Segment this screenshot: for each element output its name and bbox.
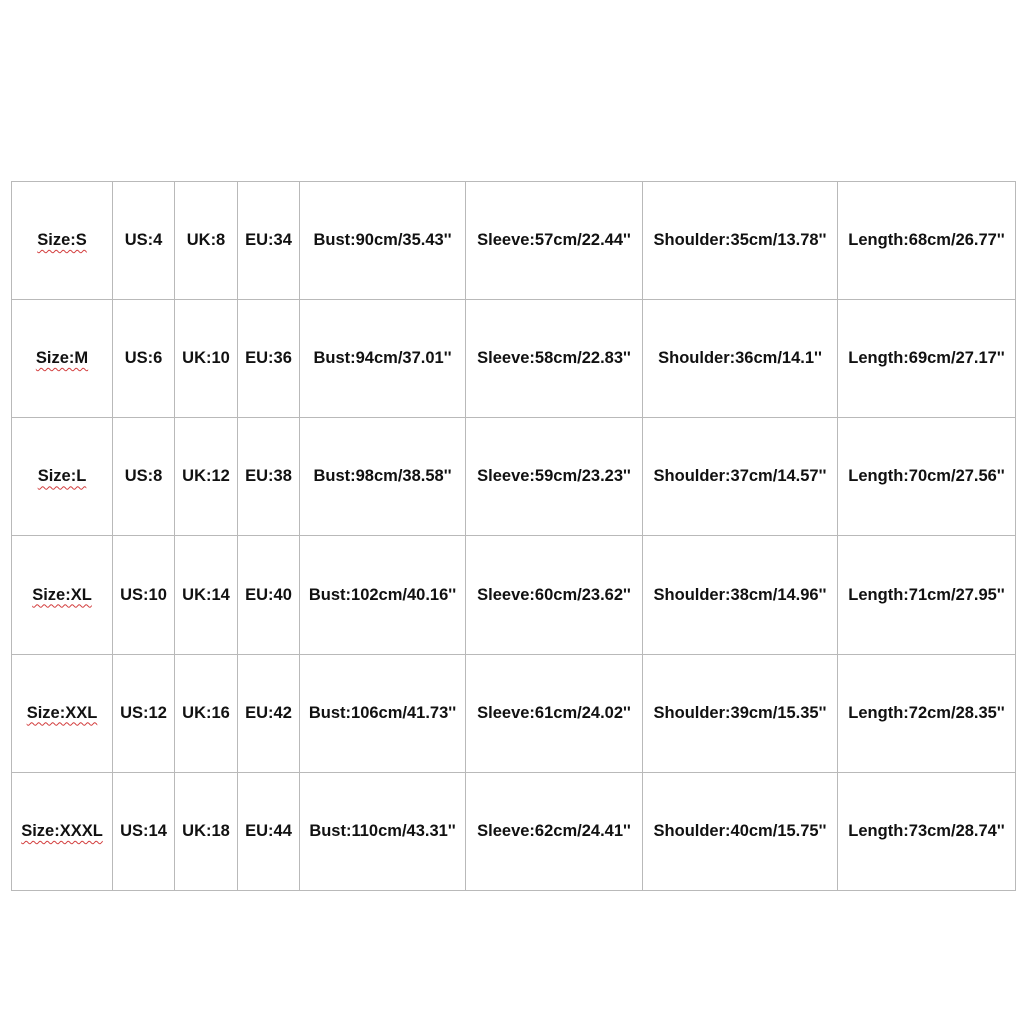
uk-size-cell: UK:10 [175,300,238,418]
sleeve-cell: Sleeve:58cm/22.83'' [466,300,643,418]
size-label: Size:XXXL [21,821,103,840]
sleeve-cell: Sleeve:61cm/24.02'' [466,654,643,772]
size-label: Size:M [35,349,89,368]
uk-size-cell: UK:16 [175,654,238,772]
size-cell [12,772,113,890]
bust-cell: Bust:102cm/40.16'' [300,536,466,654]
shoulder-cell: Shoulder:37cm/14.57'' [643,418,838,536]
uk-size-cell: UK:18 [175,772,238,890]
us-size-cell: US:6 [113,300,175,418]
uk-size-cell: UK:12 [175,418,238,536]
sleeve-cell: Sleeve:60cm/23.62'' [466,536,643,654]
length-cell: Length:71cm/27.95'' [838,536,1016,654]
size-cell [12,182,113,300]
shoulder-cell: Shoulder:36cm/14.1'' [643,300,838,418]
table-row [12,536,1016,654]
eu-size-cell: EU:44 [238,772,300,890]
uk-size-cell: UK:8 [175,182,238,300]
sleeve-cell: Sleeve:57cm/22.44'' [466,182,643,300]
size-label: Size:L [37,467,87,486]
size-chart-table [11,181,1016,891]
eu-size-cell: EU:36 [238,300,300,418]
eu-size-cell: EU:40 [238,536,300,654]
sleeve-cell: Sleeve:59cm/23.23'' [466,418,643,536]
bust-cell: Bust:106cm/41.73'' [300,654,466,772]
shoulder-cell: Shoulder:35cm/13.78'' [643,182,838,300]
size-cell [12,654,113,772]
us-size-cell: US:4 [113,182,175,300]
bust-cell: Bust:98cm/38.58'' [300,418,466,536]
uk-size-cell: UK:14 [175,536,238,654]
length-cell: Length:73cm/28.74'' [838,772,1016,890]
shoulder-cell: Shoulder:38cm/14.96'' [643,536,838,654]
bust-cell: Bust:110cm/43.31'' [300,772,466,890]
us-size-cell: US:12 [113,654,175,772]
sleeve-cell: Sleeve:62cm/24.41'' [466,772,643,890]
eu-size-cell: EU:38 [238,418,300,536]
eu-size-cell: EU:34 [238,182,300,300]
table-row [12,182,1016,300]
table-row [12,772,1016,890]
us-size-cell: US:14 [113,772,175,890]
size-label: Size:XXL [26,703,98,722]
size-cell [12,536,113,654]
table-row [12,654,1016,772]
bust-cell: Bust:94cm/37.01'' [300,300,466,418]
table-row [12,418,1016,536]
length-cell: Length:69cm/27.17'' [838,300,1016,418]
us-size-cell: US:10 [113,536,175,654]
table-row [12,300,1016,418]
bust-cell: Bust:90cm/35.43'' [300,182,466,300]
length-cell: Length:72cm/28.35'' [838,654,1016,772]
length-cell: Length:68cm/26.77'' [838,182,1016,300]
shoulder-cell: Shoulder:40cm/15.75'' [643,772,838,890]
shoulder-cell: Shoulder:39cm/15.35'' [643,654,838,772]
eu-size-cell: EU:42 [238,654,300,772]
size-cell [12,300,113,418]
size-label: Size:S [37,231,87,250]
length-cell: Length:70cm/27.56'' [838,418,1016,536]
size-label: Size:XL [32,585,92,604]
us-size-cell: US:8 [113,418,175,536]
size-cell [12,418,113,536]
